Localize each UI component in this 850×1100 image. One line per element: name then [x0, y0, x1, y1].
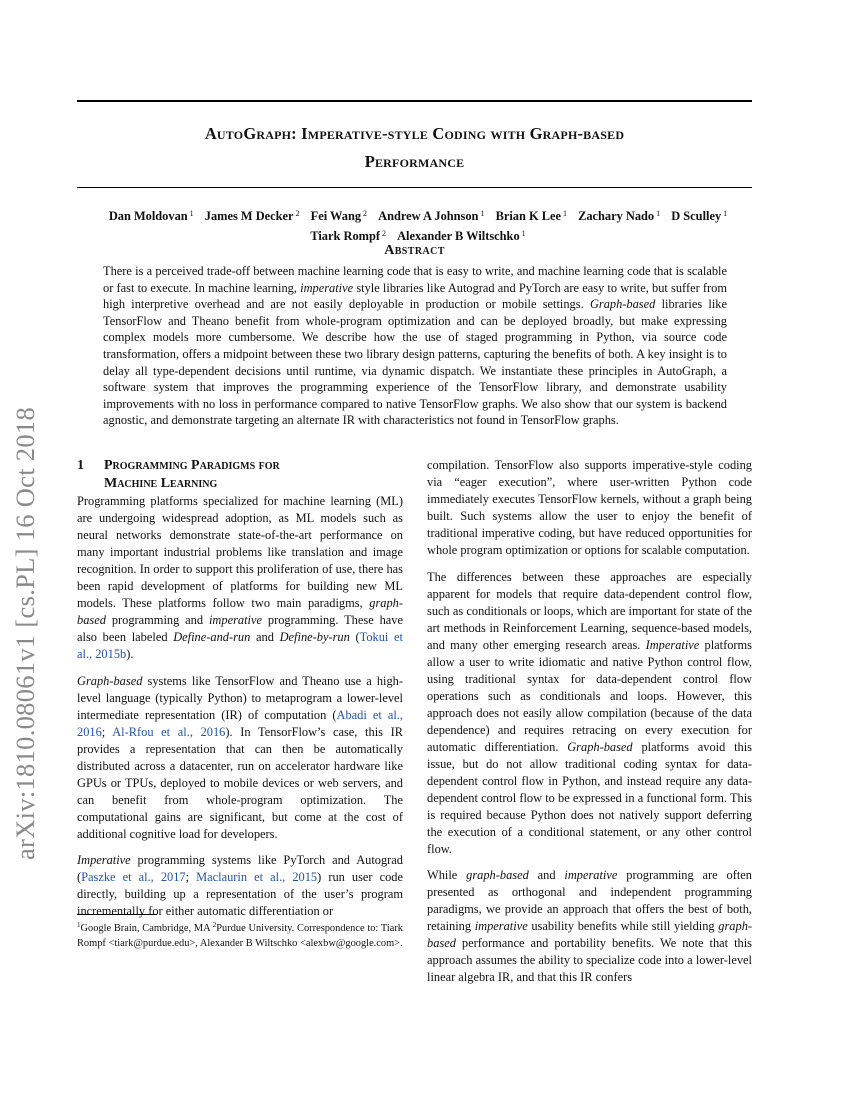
citation-link[interactable]: Paszke et al., 2017	[81, 870, 186, 884]
author: Tiark Rompf $^2$	[310, 229, 386, 243]
author: Brian K Lee $^1$	[495, 209, 567, 223]
author-list	[68, 205, 768, 245]
paragraph: Programming platforms specialized for machine learning (ML) are undergoing widespread adoption, as ML models such as neural networks demonstrate state-of-the-art performance on many important industrial problems like translation and image recognition. In order to support this proliferation of use, there has been rapid development of platforms for building new ML models. These platforms follow two main paradigms, graph-based programming and imperative programming. These have also been labeled Define-and-run and Define-by-run (Tokui et al., 2015b).	[77, 494, 403, 661]
author: Alexander B Wiltschko $^1$	[397, 229, 526, 243]
author: Zachary Nado $^1$	[578, 209, 661, 223]
paper-title	[77, 120, 752, 176]
paragraph: The differences between these approaches are especially apparent for models that require data-dependent control flow, such as conditionals or loops, which are important for state of the art methods in Reinforcement Learning, sequence-based models, and many other emerging research areas. Imperative platforms allow a user to write idiomatic and native Python control flow, using traditional syntax for data-dependent control flow operations such as conditionals and loops. However, this approach does not easily allow compilation (because of the data dependence) and requires retracing on every execution for automatic differentiation. Graph-based platforms avoid this issue, but do not allow traditional coding syntax for data-dependent control flow in Python, and instead require any data-dependent control flow to be expressed in a functional form. This is required because Python does not natively support deferring the execution of a conditional statement, or any other control flow.	[427, 569, 752, 856]
title-rule-top	[77, 100, 752, 102]
title-rule-bottom	[77, 187, 752, 188]
citation-link[interactable]: Abadi et al., 2016	[77, 707, 404, 739]
author: Fei Wang $^2$	[310, 209, 368, 223]
footnote: $^1$Google Brain, Cambridge, MA $^2$Purdue University. Correspondence to: Tiark Rompf <tiark@purdue.edu>, Alexander B Wiltschko <alexbw@google.com>.	[77, 921, 403, 949]
abstract-text: There is a perceived trade-off between machine learning code that is easy to write, and machine learning code that is scalable or fast to execute. In machine learning, imperative style libraries like Autograd and PyTorch are easy to write, but suffer from high interpretive overhead and are not easily deployable in production or mobile settings. Graph-based libraries like TensorFlow and Theano benefit from whole-program optimization and can be deployed broadly, but make expressing complex models more cumbersome. We describe how the use of staged programming in Python, via source code transformation, offers a midpoint between these two library design patterns, capturing the benefits of both. A key insight is to delay all type-dependent decisions until runtime, via dynamic dispatch. We instantiate these principles in AutoGraph, a software system that improves the programming experience of the TensorFlow library, and demonstrate usability improvements with no loss in performance compared to native TensorFlow graphs. We also show that our system is backend agnostic, and demonstrate targeting an alternate IR with characteristics not found in TensorFlow graphs.	[103, 264, 728, 428]
paragraph: Imperative programming systems like PyTorch and Autograd (Paszke et al., 2017; Maclaurin et al., 2015) run user code directly, building up a representation of the user’s program incrementally for either automatic differentiation or	[77, 853, 404, 918]
section-title: Programming Paradigms for Machine Learning	[104, 458, 280, 491]
author: James M Decker $^2$	[204, 209, 300, 223]
paragraph: compilation. TensorFlow also supports imperative-style coding via “eager execution”, where user-written Python code immediately executes TensorFlow kernels, without a graph being built. Such systems allow the user to enjoy the benefit of traditional imperative coding, but have reduced opportunities for whole program optimization or options for scalable computation.	[427, 458, 752, 557]
abstract-heading: Abstract	[384, 243, 445, 258]
section-number: 1	[77, 458, 84, 473]
title-line-1: AutoGraph: Imperative-style Coding with Graph-based	[204, 124, 625, 143]
citation-link[interactable]: Al-Rfou et al., 2016	[112, 724, 226, 739]
paragraph: Graph-based systems like TensorFlow and Theano use a high-level language (typically Python) to metaprogram a lower-level intermediate representation (IR) of computation (Abadi et al., 2016; Al-Rfou et al., 2016). In TensorFlow’s case, this IR provides a representation that can then be automatically distributed across a datacenter, run on accelerator hardware like GPUs or TPUs, deployed to mobile devices or web servers, and can benefit from whole-program optimization. The computational gains are significant, but come at the cost of additional cognitive load for developers.	[77, 673, 404, 841]
title-line-2: Performance	[364, 152, 465, 171]
section-heading	[77, 457, 403, 493]
right-column	[427, 457, 752, 996]
left-column	[77, 457, 403, 930]
author: Andrew A Johnson $^1$	[378, 209, 485, 223]
citation-link[interactable]: Tokui et al., 2015b	[77, 630, 403, 661]
citation-link[interactable]: Maclaurin et al., 2015	[196, 870, 318, 884]
footnote-rule	[77, 914, 157, 915]
paragraph: While graph-based and imperative programming are often presented as orthogonal and independent programming paradigms, we provide an approach that offers the best of both, retaining imperative usability benefits while still yielding graph-based performance and portability benefits. We note that this approach assumes the ability to specialize code into a lower-level linear algebra IR, and that this IR confers	[427, 868, 753, 984]
author: D Sculley $^1$	[671, 209, 728, 223]
author: Dan Moldovan $^1$	[108, 209, 194, 223]
arxiv-id-text: arXiv:1810.08061v1 [cs.PL] 16 Oct 2018	[10, 406, 40, 860]
